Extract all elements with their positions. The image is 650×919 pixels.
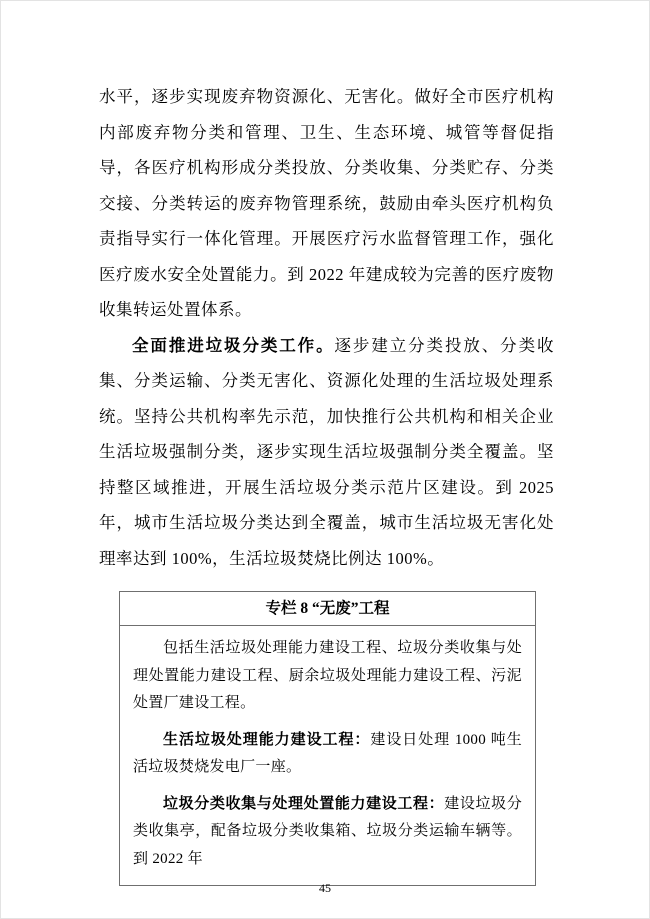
box-paragraph-incineration-plant-lead: 生活垃圾处理能力建设工程： <box>163 731 371 748</box>
feature-box-body <box>120 626 535 885</box>
box-paragraph-collection-facilities <box>133 791 522 874</box>
box-paragraph-collection-facilities-lead: 垃圾分类收集与处理处置能力建设工程： <box>163 795 445 812</box>
box-paragraph-overview-text: 包括生活垃圾处理能力建设工程、垃圾分类收集与处理处置能力建设工程、厨余垃圾处理能力建设工程、污泥处置厂建设工程。 <box>133 640 522 711</box>
paragraph-garbage-sorting-lead: 全面推进垃圾分类工作。 <box>132 335 335 355</box>
paragraph-medical-waste-text: 水平，逐步实现废弃物资源化、无害化。做好全市医疗机构内部废弃物分类和管理、卫生、生态环境、城管等督促指导，各医疗机构形成分类投放、分类收集、分类贮存、分类交接、分类转运的废弃物管理系统，鼓励由牵头医疗机构负责指导实行一体化管理。开展医疗污水监督管理工作，强化医疗废水安全处置能力。到 2022 年建成较为完善的医疗废物收集转运处置体系。 <box>99 87 554 319</box>
box-paragraph-overview <box>133 635 522 718</box>
page-content <box>99 79 554 886</box>
paragraph-garbage-sorting <box>99 328 554 577</box>
feature-box-no-waste-project <box>119 591 536 886</box>
box-paragraph-collection-facilities-text: 建设垃圾分类收集亭，配备垃圾分类收集箱、垃圾分类运输车辆等。到 2022 年 <box>133 795 522 867</box>
box-paragraph-incineration-plant-text: 建设日处理 1000 吨生活垃圾焚烧发电厂一座。 <box>133 731 522 775</box>
paragraph-medical-waste <box>99 79 554 328</box>
box-paragraph-incineration-plant <box>133 727 522 782</box>
feature-box-title: 专栏 8 “无废”工程 <box>120 592 535 626</box>
paragraph-garbage-sorting-text: 逐步建立分类投放、分类收集、分类运输、分类无害化、资源化处理的生活垃圾处理系统。坚持公共机构率先示范，加快推行公共机构和相关企业生活垃圾强制分类，逐步实现生活垃圾强制分类全覆盖。坚持整区域推进，开展生活垃圾分类示范片区建设。到 2025 年，城市生活垃圾分类达到全覆盖，城市生活垃圾无害化处理率达到 100%，生活垃圾焚烧比例达 100%。 <box>99 335 555 568</box>
page-number: 45 <box>319 881 331 895</box>
